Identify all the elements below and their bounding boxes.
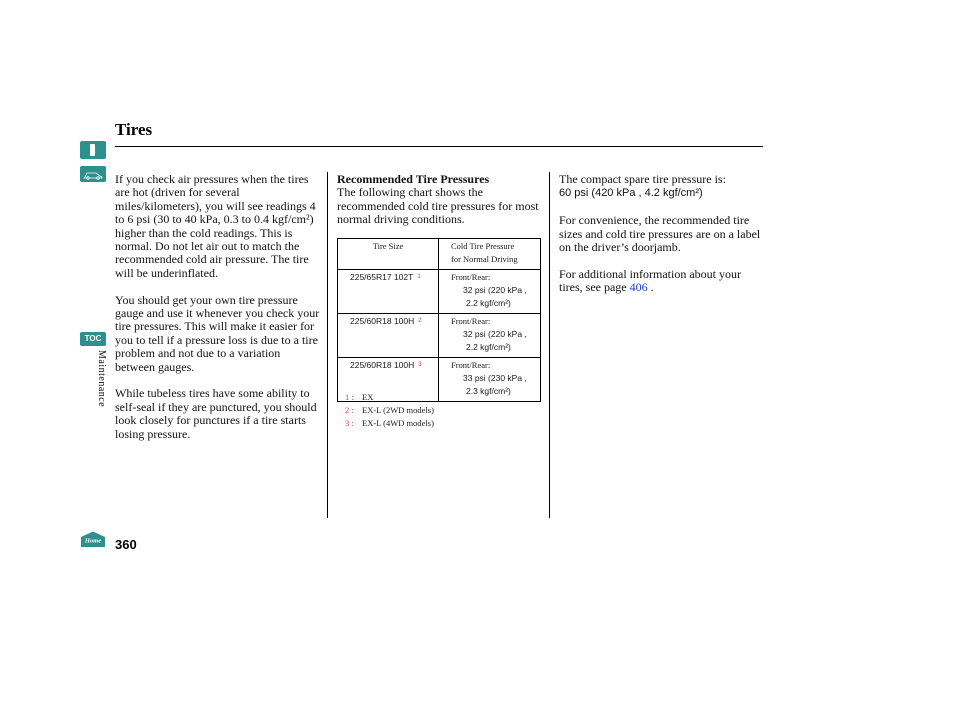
footnote-text: EX-L (4WD models) bbox=[362, 418, 434, 428]
pressure-label: Front/Rear: bbox=[451, 360, 491, 370]
footnotes bbox=[345, 391, 434, 430]
footnote-number: 3 : bbox=[345, 418, 354, 428]
paragraph-punctures: While tubeless tires have some ability to self-seal if they are punctured, you should look closely for punctures if a tire starts losing pressure. bbox=[115, 386, 317, 441]
pressure-psi: 32 psi (220 kPa , bbox=[463, 329, 527, 339]
pressure-label: Front/Rear: bbox=[451, 272, 491, 282]
tire-size-cell bbox=[338, 270, 439, 314]
home-label: Home bbox=[84, 537, 102, 545]
car-outline-icon bbox=[80, 166, 106, 182]
paragraph-hot-tires: If you check air pressures when the tires are hot (driven for several miles/kilometers), you will see readings 4 to 6 psi (30 to 40 kPa, 0.3 to 0.4 kgf/cm²) higher than the cold readings. This is normal. Do not let air out to match the recommended cold air pressure. The tire will be underinflated. bbox=[115, 172, 316, 280]
spare-tire-pressure: 60 psi (420 kPa , 4.2 kgf/cm²) bbox=[559, 187, 703, 200]
footnote-mark: 1 bbox=[417, 274, 421, 280]
more-info-end: . bbox=[647, 280, 654, 295]
header-cold-pressure bbox=[439, 239, 541, 270]
paragraph-chart-intro: The following chart shows the recommended cold tire pressures for most normal driving conditions. bbox=[337, 185, 539, 227]
pressure-psi: 33 psi (230 kPa , bbox=[463, 373, 527, 383]
column-divider bbox=[327, 172, 328, 518]
page-reference-link[interactable]: 406 bbox=[629, 280, 648, 295]
paragraph-doorjamb-label: For convenience, the recommended tire sizes and cold tire pressures are on a label on the driver’s doorjamb. bbox=[559, 213, 761, 255]
page-title: Tires bbox=[115, 120, 153, 139]
more-info-text: For additional information about your tires, see page bbox=[559, 266, 741, 295]
footnote-text: EX-L (2WD models) bbox=[362, 405, 434, 415]
table-row bbox=[338, 314, 541, 358]
pressure-kgf: 2.3 kgf/cm²) bbox=[466, 386, 511, 396]
column-right bbox=[559, 173, 764, 308]
footnote-number: 2 : bbox=[345, 405, 354, 415]
footnote-number: 1 : bbox=[345, 392, 354, 402]
page-number: 360 bbox=[115, 537, 137, 552]
paragraph-gauge: You should get your own tire pressure gauge and use it whenever you check your tire pressures. This will make it easier for you to tell if a pressure loss is due to a tire problem and not due to a variation between gauges. bbox=[115, 292, 320, 374]
pressure-label: Front/Rear: bbox=[451, 316, 491, 326]
column-left bbox=[115, 173, 320, 454]
tire-size: 225/60R18 100H bbox=[350, 360, 415, 370]
toc-icon[interactable]: TOC bbox=[80, 332, 106, 346]
footnote bbox=[345, 404, 434, 417]
tire-size: 225/60R18 100H bbox=[350, 316, 415, 326]
footnote-text: EX bbox=[362, 392, 374, 402]
car-icon[interactable] bbox=[80, 166, 106, 182]
footnote bbox=[345, 391, 434, 404]
paragraph-more-info bbox=[559, 268, 764, 295]
pressure-kgf: 2.2 kgf/cm²) bbox=[466, 342, 511, 352]
header-line: for Normal Driving bbox=[451, 254, 518, 264]
section-side-label: Maintenance bbox=[96, 350, 107, 408]
title-rule bbox=[115, 146, 763, 147]
section-heading: Recommended Tire Pressures bbox=[337, 172, 490, 186]
paragraph-spare-tire bbox=[559, 173, 764, 201]
tire-size: 225/65R17 102T bbox=[350, 272, 414, 282]
pressure-psi: 32 psi (220 kPa , bbox=[463, 285, 527, 295]
header-tire-size: Tire Size bbox=[338, 239, 439, 270]
column-divider bbox=[549, 172, 550, 518]
footnote-mark: 2 bbox=[418, 318, 422, 324]
tire-size-cell bbox=[338, 314, 439, 358]
footnote-mark: 3 bbox=[418, 362, 422, 368]
header-line: Cold Tire Pressure bbox=[451, 241, 515, 251]
pressure-cell bbox=[439, 270, 541, 314]
pressure-kgf: 2.2 kgf/cm²) bbox=[466, 298, 511, 308]
table-row bbox=[338, 270, 541, 314]
pressure-cell bbox=[439, 358, 541, 402]
footnote bbox=[345, 417, 434, 430]
info-icon[interactable] bbox=[80, 141, 106, 159]
home-icon[interactable] bbox=[80, 531, 106, 547]
pressure-cell bbox=[439, 314, 541, 358]
column-middle bbox=[337, 173, 542, 227]
table-header-row bbox=[338, 239, 541, 270]
spare-tire-text: The compact spare tire pressure is: bbox=[559, 172, 726, 186]
home-shape-icon bbox=[80, 531, 106, 547]
tire-pressure-table bbox=[337, 238, 541, 402]
